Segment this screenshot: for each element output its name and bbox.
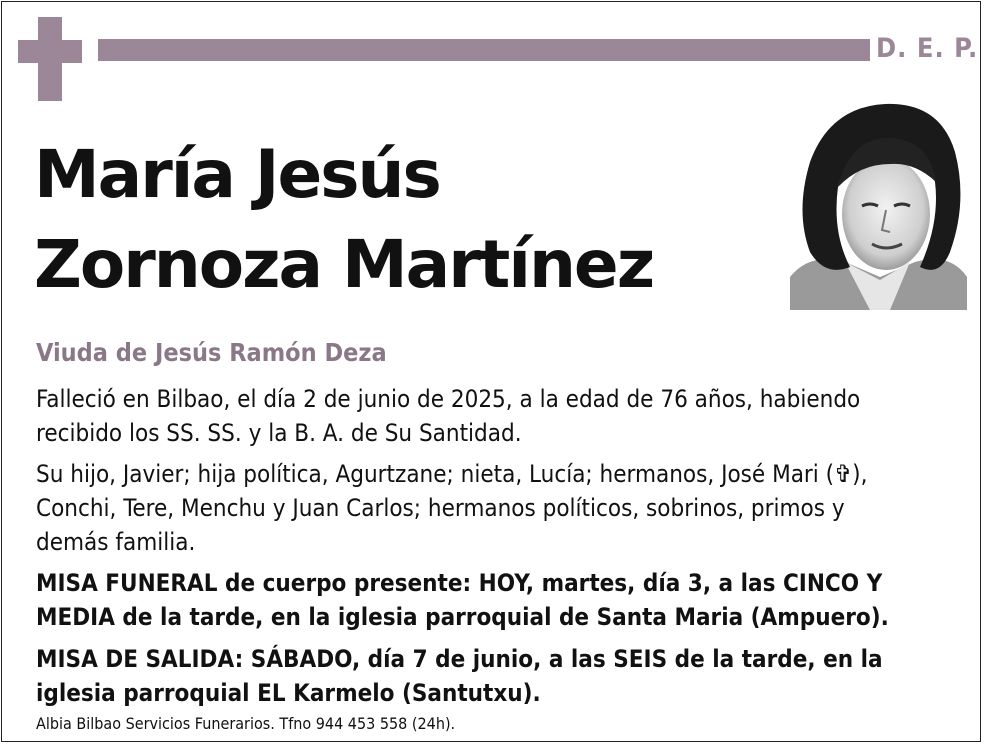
funeral-home-footer: Albia Bilbao Servicios Funerarios. Tfno 944 453 558 (24h). — [36, 714, 456, 733]
cross-horizontal-bar — [18, 40, 82, 63]
death-notice-paragraph — [36, 382, 956, 450]
deceased-name — [34, 130, 653, 310]
text-line: iglesia parroquial EL Karmelo (Santutxu). — [36, 679, 541, 707]
portrait-photo — [790, 102, 967, 310]
text-line: MEDIA de la tarde, en la iglesia parroquial de Santa Maria (Ampuero). — [36, 603, 889, 631]
text-line: MISA DE SALIDA: SÁBADO, día 7 de junio, a las SEIS de la tarde, en la — [36, 645, 883, 673]
text-line: Falleció en Bilbao, el día 2 de junio de 2025, a la edad de 76 años, habiendo — [36, 385, 861, 413]
text-line: demás familia. — [36, 528, 196, 556]
portrait-image — [790, 102, 967, 310]
name-line-2: Zornoza Martínez — [34, 226, 654, 303]
funeral-mass-paragraph — [36, 566, 956, 634]
text-line: MISA FUNERAL de cuerpo presente: HOY, martes, día 3, a las CINCO Y — [36, 569, 883, 597]
header-divider-bar — [98, 39, 870, 61]
text-line: Su hijo, Javier; hija política, Agurtzane; nieta, Lucía; hermanos, José Mari (✞), — [36, 460, 868, 488]
text-line: Conchi, Tere, Menchu y Juan Carlos; hermanos políticos, sobrinos, primos y — [36, 494, 845, 522]
widow-of-subtitle: Viuda de Jesús Ramón Deza — [36, 338, 387, 367]
name-line-1: María Jesús — [34, 136, 440, 213]
text-line: recibido los SS. SS. y la B. A. de Su Santidad. — [36, 419, 522, 447]
departure-mass-paragraph — [36, 642, 956, 710]
dep-badge: D. E. P. — [876, 33, 979, 64]
family-paragraph — [36, 457, 956, 559]
